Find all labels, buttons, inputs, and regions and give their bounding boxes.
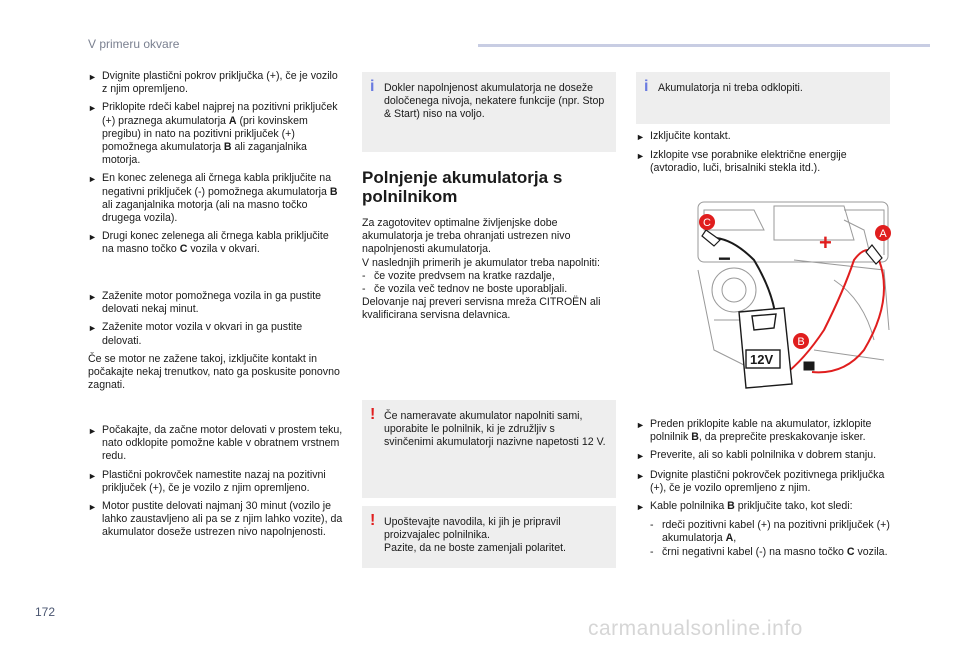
- label-c: C: [703, 217, 711, 229]
- bullet-item: ► Kable polnilnika B priključite tako, kot sledi:: [636, 500, 894, 514]
- arrow-bullet-icon: ►: [88, 72, 97, 82]
- charging-paragraph-1: Za zagotovitev optimalne življenjske dobe akumulatorja je treba ohranjati ustrezen nivo napolnjenosti akumulatorja.: [362, 217, 571, 256]
- page-header-title: V primeru okvare: [88, 37, 180, 51]
- arrow-bullet-icon: ►: [636, 420, 645, 430]
- bullet-item: ► Dvignite plastični pokrovček pozitivnega priključka (+), če je vozilo opremljeno z njim.: [636, 468, 885, 494]
- arrow-bullet-icon: ►: [88, 174, 97, 185]
- bullet-item: ► Zaženite motor vozila v okvari in ga pustite delovati.: [88, 321, 303, 347]
- column-2-body: [362, 217, 616, 323]
- label-b: B: [797, 336, 805, 348]
- bullet-item: ► Preden priklopite kable na akumulator, izklopite polnilnik B, da preprečite preskakovanje isker.: [636, 418, 872, 444]
- arrow-bullet-icon: ►: [88, 103, 97, 114]
- label-a: A: [879, 228, 887, 240]
- column-1: [88, 70, 343, 262]
- warning-icon: !: [370, 512, 376, 529]
- info-box-stop-start: [362, 72, 616, 152]
- bullet-item: ► Počakajte, da začne motor delovati v prostem teku, nato odklopite pomožne kable v obratnem vrstnem redu.: [88, 424, 343, 463]
- bullet-item: ► Plastični pokrovček namestite nazaj na pozitivni priključek (+), če je vozilo z njim opremljeno.: [88, 468, 326, 494]
- bullet-item: ► Izključite kontakt.: [636, 130, 890, 144]
- dash-item: - če vozite predvsem na kratke razdalje,: [362, 269, 555, 282]
- arrow-bullet-icon: ►: [88, 323, 97, 334]
- arrow-bullet-icon: ►: [88, 426, 97, 436]
- column-3-top: [636, 130, 890, 181]
- warning-box-text: Če nameravate akumulator napolniti sami, uporabite le polnilnik, ki je združljiv s svinčenimi akumulatorji nazivne napetosti 12 V.: [384, 410, 606, 449]
- arrow-bullet-icon: ►: [88, 470, 97, 481]
- info-box-no-disconnect: [636, 72, 890, 124]
- arrow-bullet-icon: ►: [636, 502, 645, 513]
- arrow-bullet-icon: ►: [636, 132, 645, 142]
- watermark: carmanualsonline.info: [588, 617, 803, 640]
- bullet-item: ► Priklopite rdeči kabel najprej na pozitivni priključek (+) praznega akumulatorja A (pri kovinskem pregibu) in nato na pozitivni priključek (+) pomožnega akumulatorja B ali zaganjalnika motorja.: [88, 101, 338, 167]
- bullet-item: ► Motor pustite delovati najmanj 30 minut (vozilo je lahko zaustavljeno ali pa se z njim lahko vozite), da akumulator doseže ustrezen nivo napolnjenosti.: [88, 500, 343, 539]
- sub-dash-item: - črni negativni kabel (-) na masno točko C vozila.: [650, 545, 888, 558]
- info-icon: i: [644, 78, 649, 95]
- charging-paragraph-3: Delovanje naj preveri servisna mreža CITROËN ali kvalificirana servisna delavnica.: [362, 296, 601, 322]
- info-box-text: Dokler napolnjenost akumulatorja ne doseže določenega nivoja, nekatere funkcije (npr. Stop & Start) niso na voljo.: [384, 82, 605, 121]
- arrow-bullet-icon: ►: [88, 502, 97, 513]
- bullet-item: ► En konec zelenega ali črnega kabla priključite na negativni priključek (-) pomožnega akumulatorja B ali zaganjalnika motorja (ali na masno točko drugega vozila).: [88, 172, 338, 225]
- warning-icon: !: [370, 406, 376, 423]
- warning-box-polarity: [362, 506, 616, 568]
- arrow-bullet-icon: ►: [88, 292, 97, 302]
- minus-sign: −: [718, 246, 731, 271]
- page-number: 172: [35, 605, 56, 619]
- dash-item: - če vozila več tednov ne boste uporabljali.: [362, 283, 568, 296]
- charging-paragraph-2: V naslednjih primerih je akumulator treba napolniti:: [362, 256, 600, 269]
- bullet-item: ► Preverite, ali so kabli polnilnika v dobrem stanju.: [636, 449, 894, 463]
- engine-bay-drawing: [694, 200, 894, 390]
- battery-voltage-label: 12V: [750, 352, 774, 367]
- column-1-group-3: [88, 424, 343, 545]
- column-3-bottom: [636, 418, 894, 559]
- header-bar: [478, 44, 930, 47]
- bullet-item: ► Drugi konec zelenega ali črnega kabla priključite na masno točko C vozila v okvari.: [88, 230, 329, 256]
- sub-dash-item: - rdeči pozitivni kabel (+) na pozitivni priključek (+) akumulatorja A,: [650, 519, 890, 545]
- section-title: [362, 168, 616, 206]
- section-title-line-1: Polnjenje akumulatorja s: [362, 168, 563, 187]
- bullet-item: ► Zaženite motor pomožnega vozila in ga pustite delovati nekaj minut.: [88, 290, 322, 316]
- info-box-text: Akumulatorja ni treba odklopiti.: [658, 82, 803, 94]
- column-1-group-2: [88, 290, 343, 396]
- restart-paragraph: Če se motor ne zažene takoj, izključite kontakt in počakajte nekaj trenutkov, nato ga poskusite ponovno zagnati.: [88, 352, 340, 392]
- section-title-line-2: polnilnikom: [362, 187, 458, 206]
- bullet-item: ► Dvignite plastični pokrov priključka (+), če je vozilo z njim opremljeno.: [88, 70, 338, 96]
- arrow-bullet-icon: ►: [636, 470, 645, 481]
- charger-illustration: [694, 200, 894, 390]
- arrow-bullet-icon: ►: [636, 451, 645, 462]
- arrow-bullet-icon: ►: [636, 151, 645, 162]
- warning-box-charger: [362, 400, 616, 498]
- info-icon: i: [370, 78, 375, 95]
- bullet-item: ► Izklopite vse porabnike električne energije (avtoradio, luči, brisalniki stekla itd.).: [636, 149, 847, 175]
- plus-sign: +: [819, 230, 832, 255]
- arrow-bullet-icon: ►: [88, 232, 97, 243]
- warning-box-text: Upoštevajte navodila, ki jih je pripravil proizvajalec polnilnika. Pazite, da ne boste zamenjali polaritet.: [384, 516, 566, 555]
